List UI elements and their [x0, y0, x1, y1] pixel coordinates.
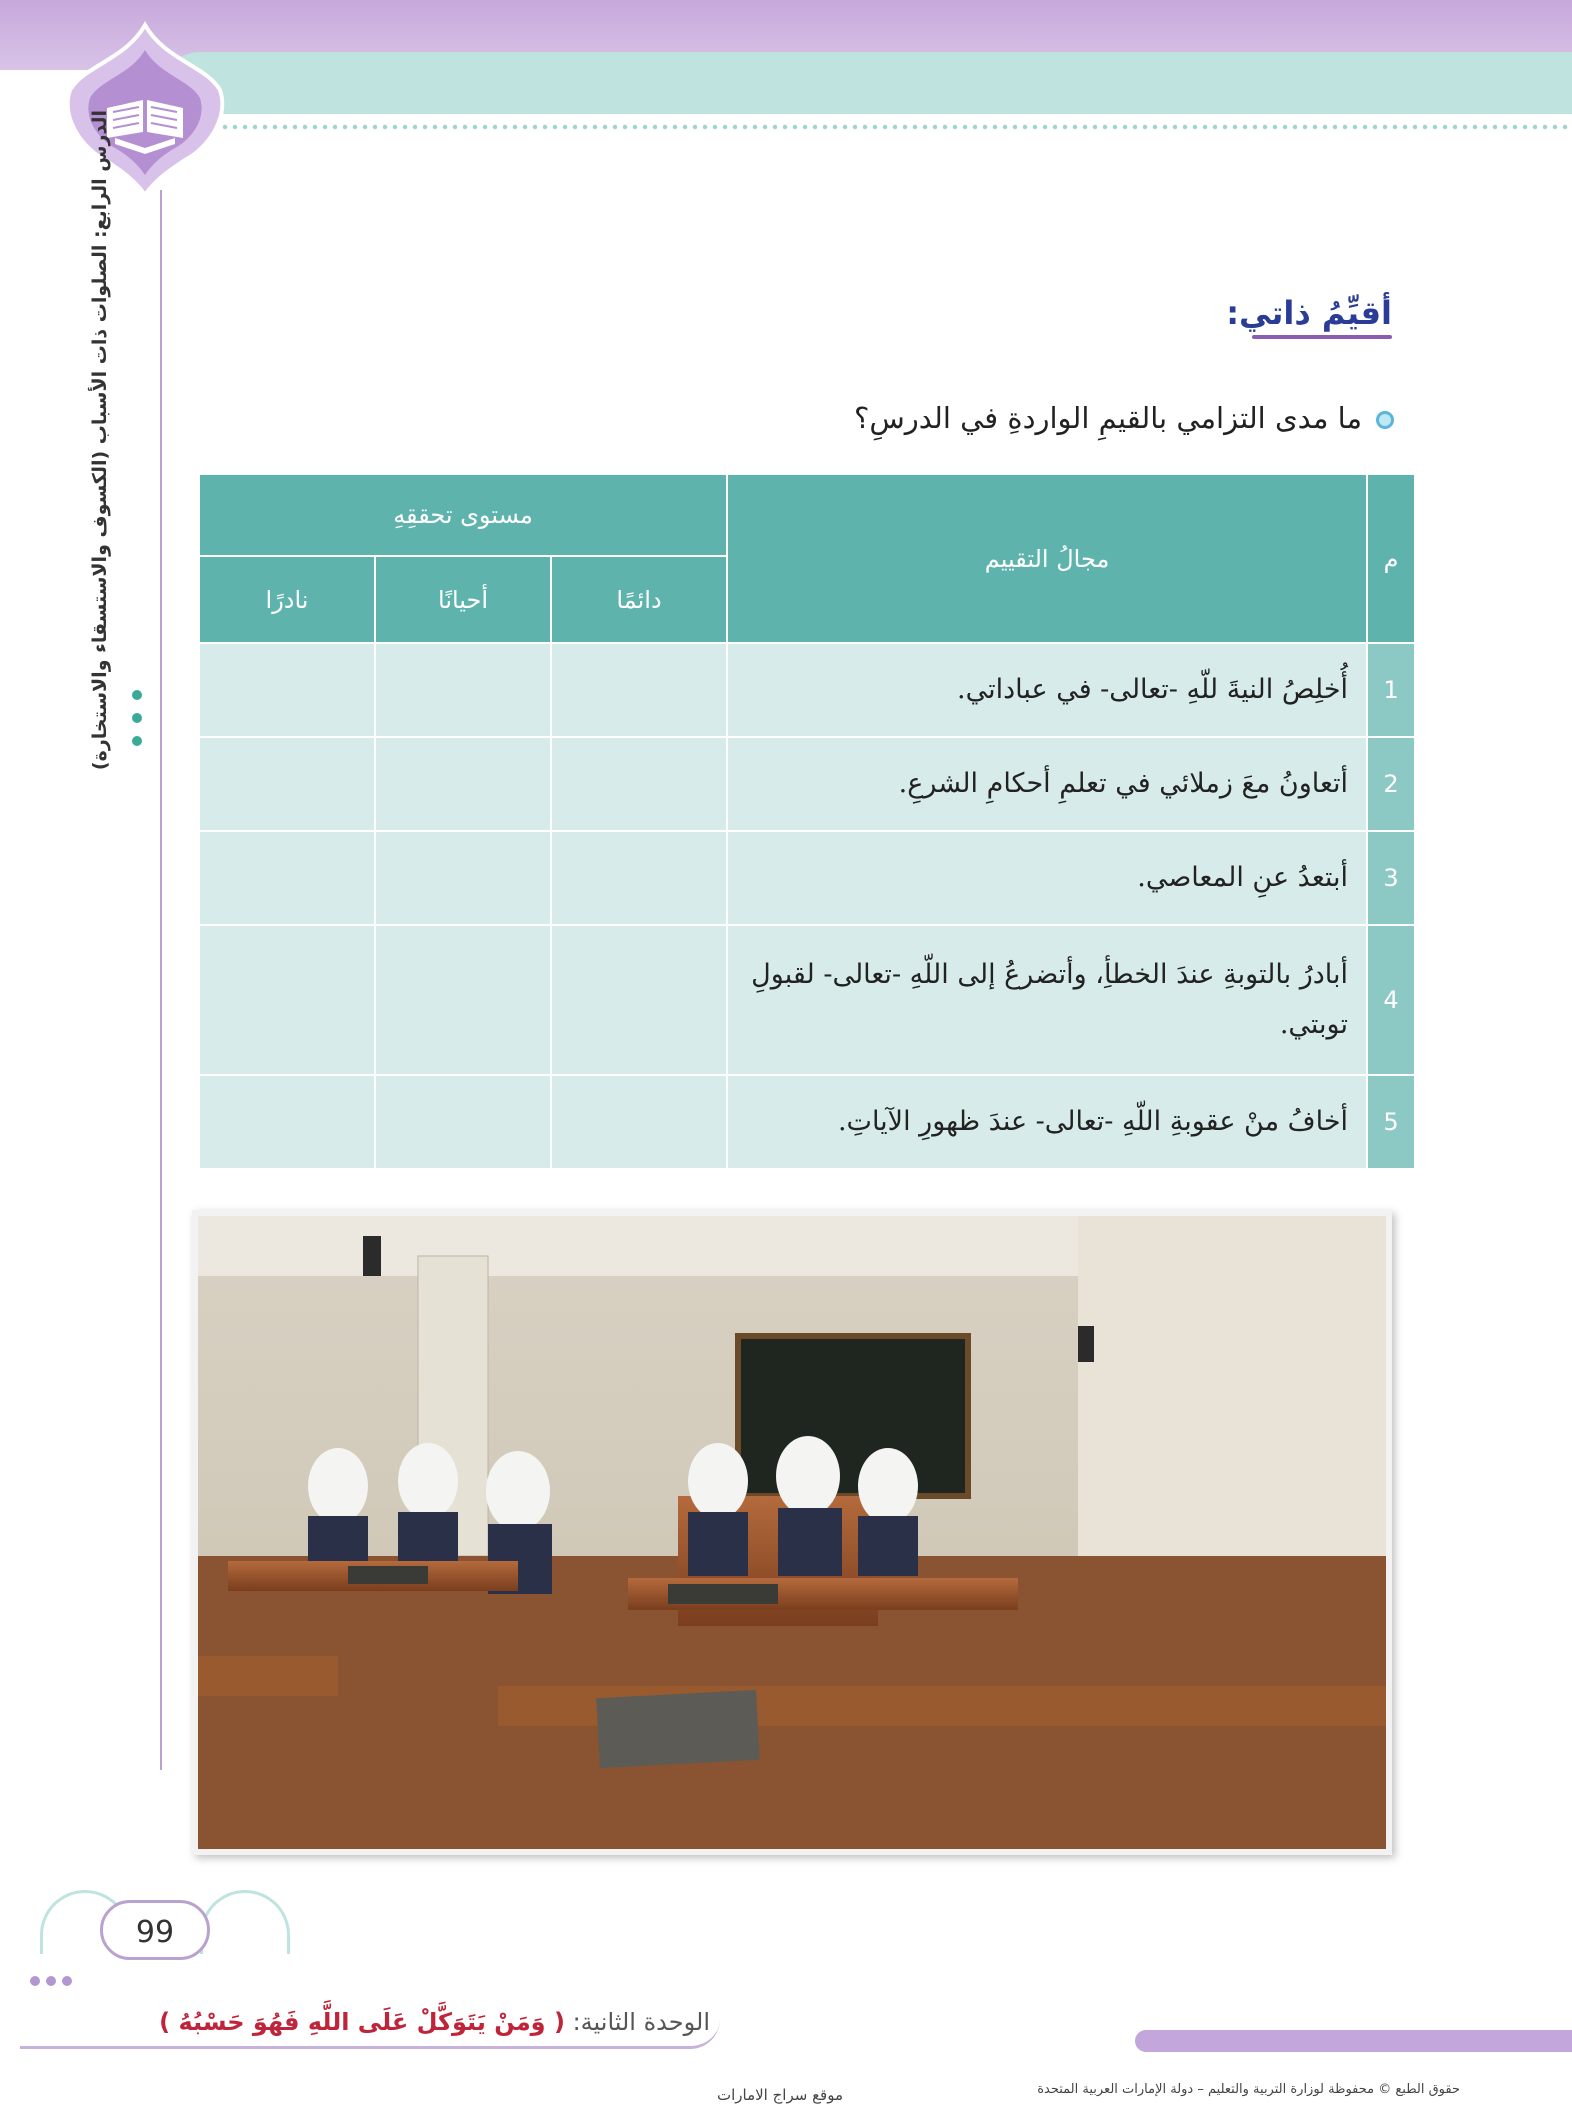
question-text: ما مدى التزامي بالقيمِ الواردةِ في الدرسِ؟ [854, 401, 1362, 435]
unit-quote: ( وَمَنْ يَتَوَكَّلْ عَلَى اللَّهِ فَهُوَ حَسْبُهُ ) [159, 2008, 565, 2036]
page-number: 99 [100, 1900, 210, 1960]
table-row [199, 925, 1415, 1075]
cell-sometimes[interactable] [375, 737, 551, 831]
decor-arch [200, 1890, 290, 1954]
row-text: أبادرُ بالتوبةِ عندَ الخطأِ، وأتضرعُ إلى اللّهِ -تعالى- لقبولِ توبتي. [727, 925, 1367, 1075]
header-rarely: نادرًا [199, 556, 375, 643]
bottom-dots [30, 1976, 90, 1986]
table-row [199, 831, 1415, 925]
cell-sometimes[interactable] [375, 643, 551, 737]
cell-sometimes[interactable] [375, 925, 551, 1075]
header-always: دائمًا [551, 556, 727, 643]
side-divider [160, 190, 162, 1770]
self-assessment-table [198, 473, 1416, 1170]
bullet-icon [1376, 411, 1394, 429]
copyright: حقوق الطبع © محفوظة لوزارة التربية والتعليم – دولة الإمارات العربية المتحدة [1037, 2082, 1460, 2097]
row-number: 5 [1367, 1075, 1415, 1169]
cell-rarely[interactable] [199, 737, 375, 831]
dotted-divider [150, 124, 1572, 130]
row-text: أخافُ منْ عقوبةِ اللّهِ -تعالى- عندَ ظهورِ الآياتِ. [727, 1075, 1367, 1169]
header-num: م [1367, 474, 1415, 643]
cell-always[interactable] [551, 1075, 727, 1169]
cell-always[interactable] [551, 831, 727, 925]
cell-rarely[interactable] [199, 831, 375, 925]
row-text: أبتعدُ عنِ المعاصي. [727, 831, 1367, 925]
cell-always[interactable] [551, 643, 727, 737]
cell-rarely[interactable] [199, 643, 375, 737]
cell-sometimes[interactable] [375, 831, 551, 925]
header-level: مستوى تحققِهِ [199, 474, 727, 556]
row-number: 4 [1367, 925, 1415, 1075]
row-text: أُخلِصُ النيةَ للّهِ -تعالى- في عباداتي. [727, 643, 1367, 737]
section-heading: أقيِّمُ ذاتي: [992, 285, 1392, 341]
top-teal-band [160, 52, 1572, 114]
cell-sometimes[interactable] [375, 1075, 551, 1169]
table-row [199, 643, 1415, 737]
row-number: 3 [1367, 831, 1415, 925]
cell-rarely[interactable] [199, 1075, 375, 1169]
unit-label: الوحدة الثانية: [572, 2008, 710, 2036]
side-dots [130, 690, 144, 746]
classroom-photo [192, 1210, 1392, 1855]
site-name: موقع سراج الامارات [716, 2086, 844, 2104]
table-row [199, 737, 1415, 831]
header-area: مجالُ التقييم [727, 474, 1367, 643]
row-number: 1 [1367, 643, 1415, 737]
row-number: 2 [1367, 737, 1415, 831]
cell-rarely[interactable] [199, 925, 375, 1075]
lesson-title: الدرس الرابع: الصلوات ذات الأسباب (الكسوف والاستسقاء والاستخارة) [89, 109, 111, 771]
footer-bar [1135, 2030, 1572, 2052]
table-row [199, 1075, 1415, 1169]
cell-always[interactable] [551, 737, 727, 831]
row-text: أتعاونُ معَ زملائي في تعلمِ أحكامِ الشرعِ. [727, 737, 1367, 831]
header-sometimes: أحيانًا [375, 556, 551, 643]
cell-always[interactable] [551, 925, 727, 1075]
question [494, 395, 1394, 441]
unit-title [30, 2002, 710, 2042]
